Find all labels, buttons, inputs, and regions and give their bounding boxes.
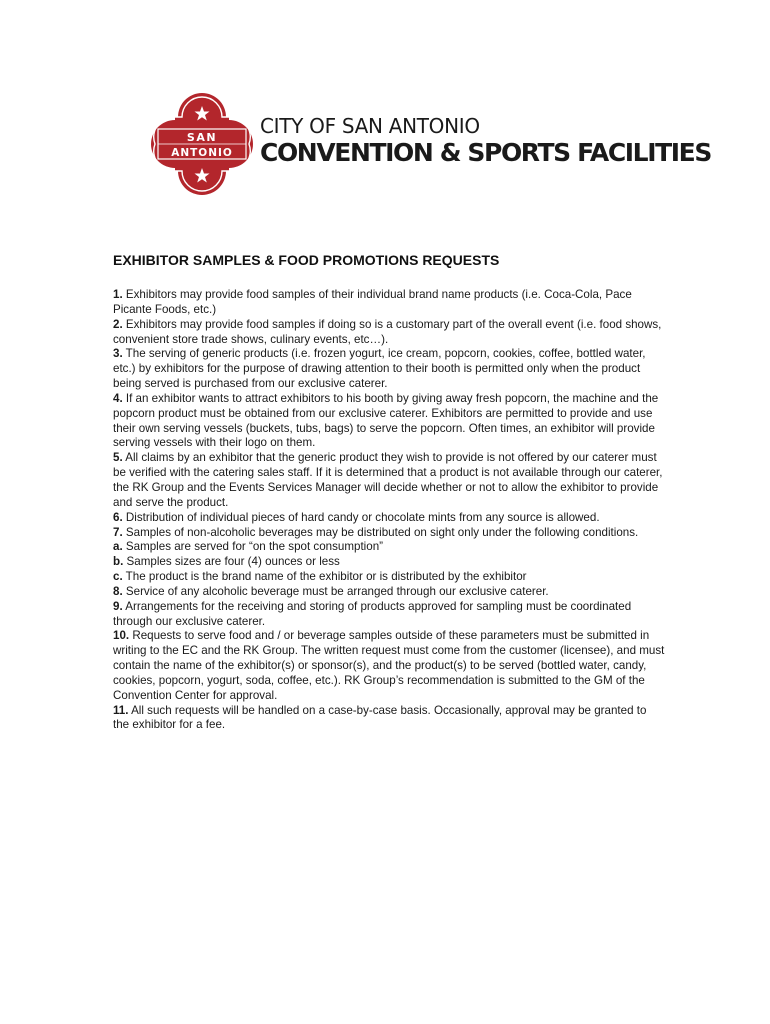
- list-subitem: [113, 540, 665, 555]
- item-text: All claims by an exhibitor that the generic product they wish to provide is not offered by our caterer must be verified with the catering sales staff. If it is determined that a product is not available through our caterer, the RK Group and the Events Services Manager will decide whether or not to allow the exhibitor to provide and serve the product.: [113, 451, 663, 509]
- item-text: If an exhibitor wants to attract exhibitors to his booth by giving away fresh popcorn, the machine and the popcorn product must be obtained from our exclusive caterer. Exhibitors are permitted to provide and use their own serving vessels (buckets, tubs, bags) to serve the popcorn. Often times, an exhibitor will provide serving vessels with their logo on them.: [113, 391, 659, 450]
- document-body: [113, 288, 665, 733]
- item-number: b.: [113, 555, 124, 569]
- list-item: [113, 629, 665, 703]
- list-item: [113, 451, 665, 510]
- list-item: [113, 347, 665, 392]
- page-header: [150, 92, 711, 200]
- list-item: [113, 392, 665, 451]
- item-text: Requests to serve food and / or beverage samples outside of these parameters must be submitted in writing to the EC and the RK Group. The written request must come from the customer (licensee), and must contain the name of the exhibitor(s) or sponsor(s), and the product(s) to be served (bottled water, candy, cookies, popcorn, yogurt, soda, coffee, etc.). RK Group’s recommendation is submitted to the GM of the Convention Center for approval.: [113, 629, 665, 702]
- seal-text-top: SAN: [186, 131, 218, 144]
- item-number: 7.: [113, 525, 123, 539]
- item-number: 11.: [113, 703, 129, 717]
- san-antonio-seal-logo: [150, 92, 254, 196]
- item-text: Exhibitors may provide food samples of their individual brand name products (i.e. Coca-Cola, Pace Picante Foods, etc.): [113, 288, 632, 316]
- item-text: Exhibitors may provide food samples if doing so is a customary part of the overall event (i.e. food shows, convenient store trade shows, culinary events, etc…).: [113, 317, 662, 346]
- item-number: 10.: [113, 629, 130, 643]
- item-number: 2.: [113, 317, 123, 331]
- item-text: Service of any alcoholic beverage must be arranged through our exclusive caterer.: [122, 584, 549, 598]
- list-item: [113, 704, 665, 734]
- item-text: The serving of generic products (i.e. frozen yogurt, ice cream, popcorn, cookies, coffee, bottled water, etc.) by exhibitors for the purpose of drawing attention to their booth is permitted only when the product being served is purchased from our exclusive caterer.: [113, 347, 646, 391]
- list-item: [113, 600, 665, 630]
- item-number: 1.: [113, 288, 123, 301]
- list-item: [113, 585, 665, 600]
- item-number: 9.: [113, 599, 123, 613]
- item-number: 5.: [113, 451, 123, 465]
- list-item: [113, 511, 665, 526]
- org-name-line2: CONVENTION & SPORTS FACILITIES: [260, 138, 711, 167]
- list-subitem: [113, 570, 665, 585]
- item-text: All such requests will be handled on a case-by-case basis. Occasionally, approval may be granted to the exhibitor for a fee.: [113, 703, 647, 732]
- item-text: The product is the brand name of the exhibitor or is distributed by the exhibitor: [122, 570, 527, 584]
- list-item: [113, 526, 665, 541]
- item-number: c.: [113, 570, 123, 584]
- seal-text-bottom: ANTONIO: [171, 147, 233, 159]
- list-item: [113, 288, 665, 318]
- item-number: 8.: [113, 584, 123, 598]
- item-number: 4.: [113, 391, 123, 405]
- item-text: Arrangements for the receiving and storing of products approved for sampling must be coordinated through our exclusive caterer.: [113, 599, 632, 628]
- item-number: 6.: [113, 510, 123, 524]
- document-title: EXHIBITOR SAMPLES & FOOD PROMOTIONS REQUESTS: [113, 252, 500, 268]
- org-name-line1: CITY OF SAN ANTONIO: [260, 114, 480, 138]
- list-subitem: [113, 555, 665, 570]
- item-number: a.: [113, 540, 123, 554]
- item-text: Samples of non-alcoholic beverages may be distributed on sight only under the following conditions.: [122, 525, 639, 539]
- item-text: Samples sizes are four (4) ounces or less: [123, 555, 340, 569]
- item-text: Samples are served for “on the spot consumption”: [122, 540, 384, 554]
- item-number: 3.: [113, 347, 123, 361]
- list-item: [113, 318, 665, 348]
- item-text: Distribution of individual pieces of hard candy or chocolate mints from any source is allowed.: [122, 510, 600, 524]
